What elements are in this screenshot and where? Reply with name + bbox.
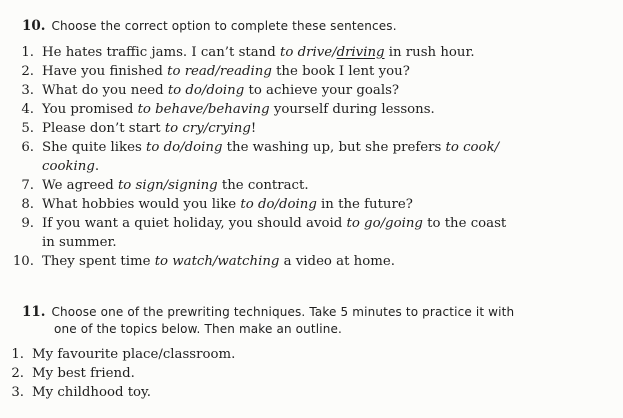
sentence-part: a video at home. (279, 254, 395, 269)
item-number: 1. (11, 347, 24, 362)
item-text (42, 63, 410, 82)
item-number: 6. (21, 140, 34, 155)
option-text: to go/going (346, 216, 423, 231)
option-text: cooking (42, 159, 95, 174)
option-text: to sign/signing (117, 178, 218, 193)
sentence-part: the contract. (217, 178, 309, 193)
sentence-part: They spent time (42, 254, 155, 269)
sentence-part: You promised (42, 102, 138, 117)
item-number: 3. (21, 83, 34, 98)
option-text: to watch/watching (154, 254, 280, 269)
item-number: 1. (21, 45, 34, 60)
item-number: 2. (11, 366, 24, 381)
task-10-heading (22, 16, 602, 36)
sentence-part: the washing up, but she prefers (222, 140, 446, 155)
sentence-part: Have you finished (42, 64, 168, 79)
item-number: 4. (21, 102, 34, 117)
sentence-part: Please don’t start (42, 121, 165, 136)
sentence-part: What do you need (42, 83, 168, 98)
item-number: 8. (21, 197, 34, 212)
task-11-instruction: Choose one of the prewriting techniques. Take 5 minutes to practice it with (51, 305, 515, 319)
item-text (42, 196, 413, 215)
item-text (42, 253, 395, 272)
sentence-part: He hates traffic jams. I can’t stand (42, 45, 280, 60)
item-number: 5. (21, 121, 34, 136)
sentence-part: . (94, 159, 100, 174)
option-text: to do/doing (240, 197, 317, 212)
underlined-answer: driving (336, 45, 385, 60)
item-text (42, 82, 399, 101)
item-number: 9. (21, 216, 34, 231)
sentence-part: She quite likes (42, 140, 147, 155)
item-text (42, 215, 506, 234)
task-10-instruction: Choose the correct option to complete these sentences. (51, 19, 397, 33)
item-text (42, 44, 475, 63)
option-text: to cry/crying (164, 121, 251, 136)
option-text: to read/reading (167, 64, 272, 79)
option-text: to do/doing (167, 83, 245, 98)
item-number: 2. (21, 64, 34, 79)
item-number: 10. (12, 254, 34, 269)
sentence-part: What hobbies would you like (42, 197, 241, 212)
topic-text: My favourite place/classroom. (32, 347, 236, 362)
item-text (42, 177, 309, 196)
item-number: 3. (11, 385, 24, 400)
item-text (42, 158, 99, 177)
item-number: 7. (21, 178, 34, 193)
item-text (42, 120, 256, 139)
sentence-part: ! (250, 121, 257, 136)
item-text (42, 139, 499, 158)
option-text: to do/doing (146, 140, 223, 155)
sentence-part: We agreed (42, 178, 118, 193)
task-10-number: 10. (22, 18, 46, 34)
sentence-part: in rush hour. (384, 45, 475, 60)
item-text (42, 101, 435, 120)
option-text: to drive/ (280, 45, 337, 60)
sentence-part: in the future? (316, 197, 413, 212)
option-text: to cook/ (445, 140, 500, 155)
task-11-instruction-continuation: one of the topics below. Then make an outline. (54, 322, 343, 336)
sentence-part: If you want a quiet holiday, you should avoid (42, 216, 347, 231)
option-text: to behave/behaving (137, 102, 270, 117)
topic-text: My childhood toy. (32, 385, 152, 400)
task-11-number: 11. (22, 304, 46, 320)
item-text: in summer. (42, 235, 117, 250)
topic-text: My best friend. (32, 366, 135, 381)
task-11-heading (22, 302, 602, 322)
sentence-part: to the coast (422, 216, 507, 231)
sentence-part: to achieve your goals? (244, 83, 400, 98)
sentence-part: the book I lent you? (271, 64, 410, 79)
sentence-part: yourself during lessons. (269, 102, 435, 117)
